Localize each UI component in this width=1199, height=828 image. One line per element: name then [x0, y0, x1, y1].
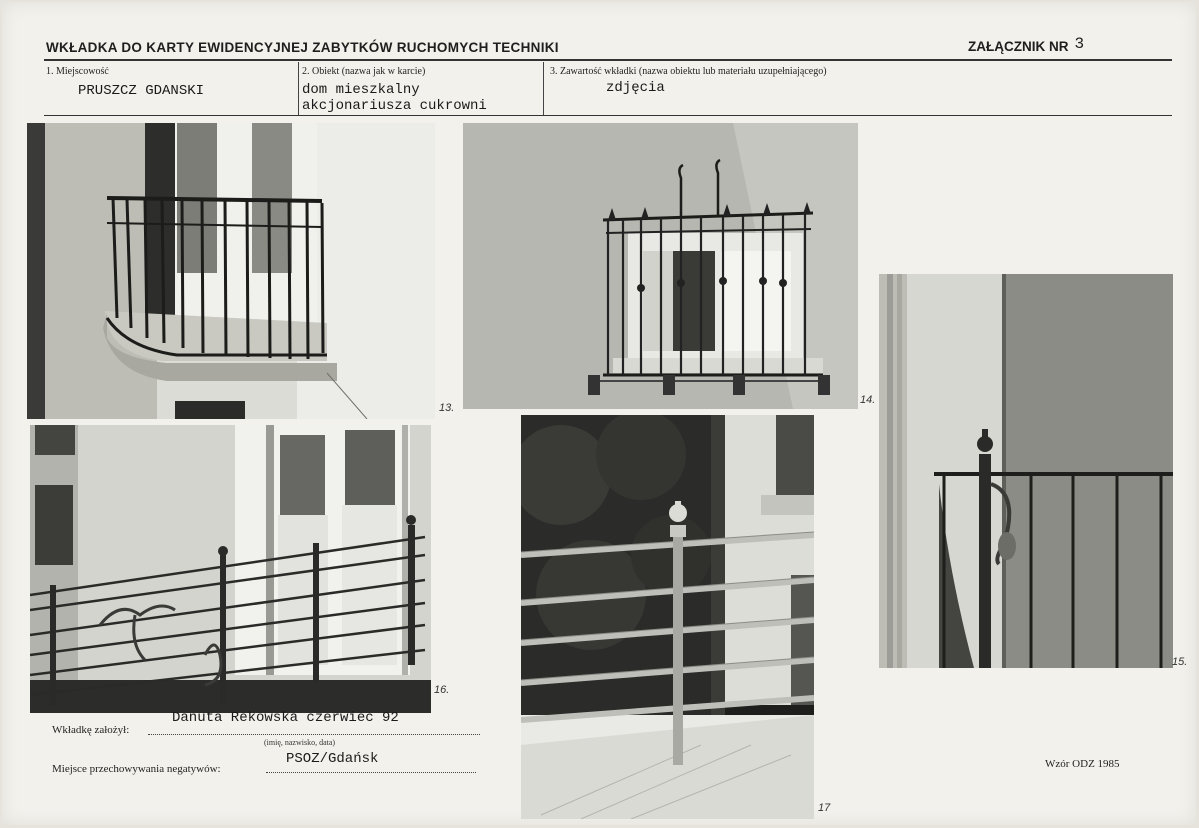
field-object-label: 2. Obiekt (nazwa jak w karcie) [302, 66, 426, 77]
photo-13 [27, 123, 435, 419]
annex-label-text: ZAŁĄCZNIK NR [968, 39, 1069, 54]
record-sheet [2, 2, 1196, 825]
sheet-title: WKŁADKA DO KARTY EWIDENCYJNEJ ZABYTKÓW RUCHOMYCH TECHNIKI [46, 40, 559, 55]
storage-label: Miejsce przechowywania negatywów: [52, 763, 221, 775]
template-version: Wzór ODZ 1985 [1045, 758, 1120, 770]
field-object-value-2: akcjonariusza cukrowni [302, 98, 487, 114]
photo-15-number: 15. [1172, 656, 1188, 668]
field-content-value: zdjęcia [606, 80, 665, 96]
annex-label [968, 35, 1085, 56]
photo-17-number: 17 [818, 802, 831, 814]
photo-14 [463, 123, 858, 409]
author-hint: (imię, nazwisko, data) [264, 738, 336, 747]
photo-16-number: 16. [434, 684, 450, 696]
photo-16 [30, 425, 431, 713]
field-object-value-1: dom mieszkalny [302, 82, 420, 98]
storage-value: PSOZ/Gdańsk [286, 751, 379, 767]
annex-number: 3 [1074, 35, 1085, 53]
author-dotline [148, 734, 480, 735]
field-place-label: 1. Miejscowość [46, 66, 109, 77]
field-divider-1 [298, 62, 299, 115]
header-rule-top [44, 59, 1172, 61]
photo-13-number: 13. [439, 402, 455, 414]
header-rule-bottom [44, 115, 1172, 116]
photo-15 [879, 274, 1173, 668]
author-label: Wkładkę założył: [52, 724, 130, 736]
field-content-label: 3. Zawartość wkładki (nazwa obiektu lub materiału uzupełniającego) [550, 66, 827, 77]
field-place-value: PRUSZCZ GDANSKI [78, 83, 205, 99]
photo-14-number: 14. [860, 394, 876, 406]
author-value: Danuta Rekowska czerwiec 92 [172, 710, 399, 726]
field-divider-2 [543, 62, 544, 115]
storage-dotline [266, 772, 476, 773]
photo-17 [521, 415, 814, 819]
